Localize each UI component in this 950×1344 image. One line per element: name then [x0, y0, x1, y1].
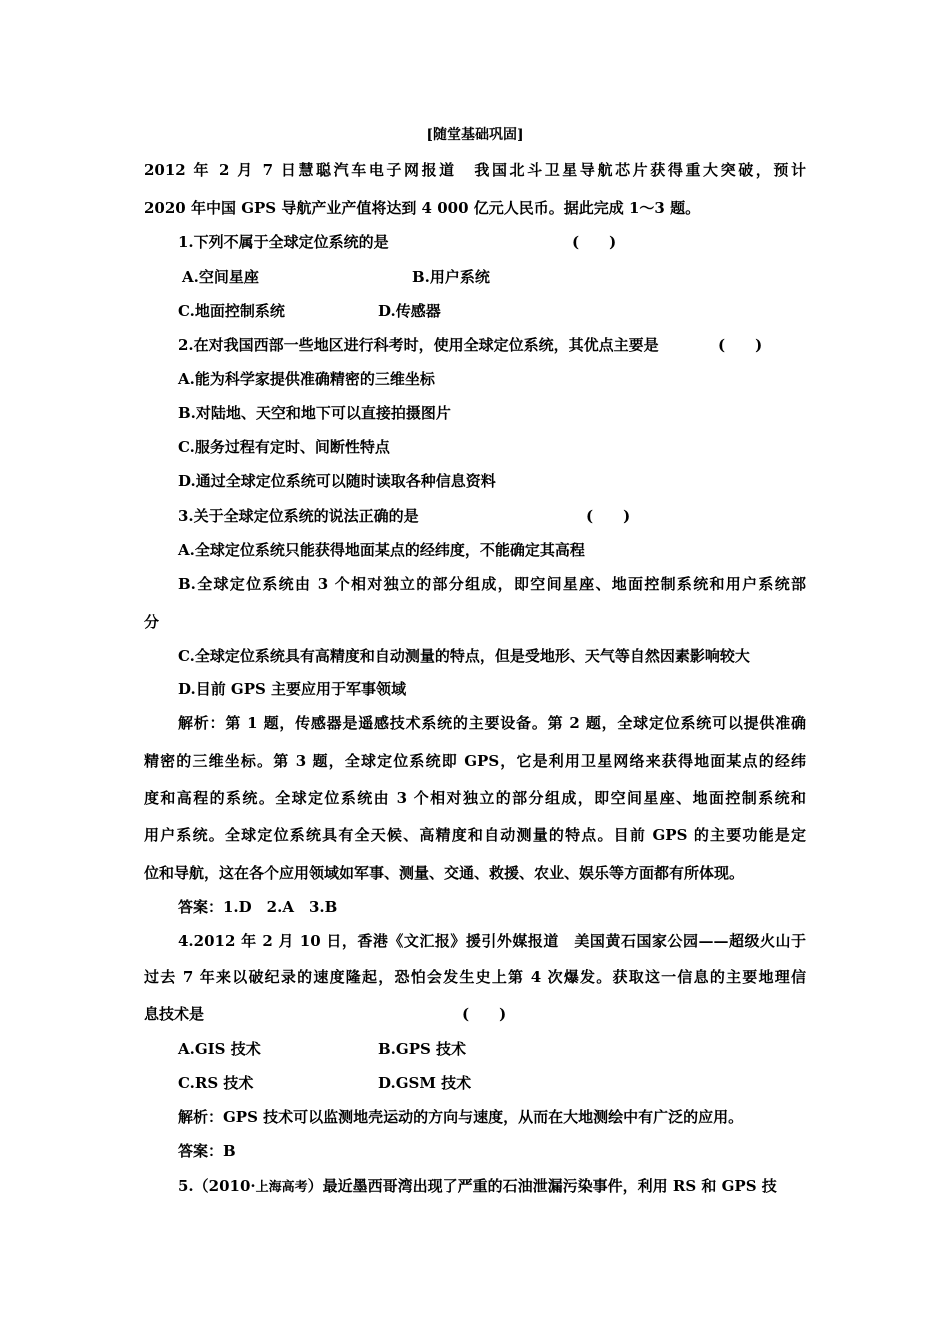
q4-line-1: 4.2012 年 2 月 10 日，香港《文汇报》援引外媒报道 美国黄石国家公园——超级火山于: [178, 932, 806, 950]
q2-answer-bracket: ( ): [718, 336, 763, 354]
q1-option-a: A.空间星座: [182, 268, 259, 286]
q2-option-d: D.通过全球定位系统可以随时读取各种信息资料: [178, 472, 496, 490]
q2-option-a: A.能为科学家提供准确精密的三维坐标: [178, 370, 435, 388]
intro-line-1: 2012 年 2 月 7 日慧聪汽车电子网报道 我国北斗卫星导航芯片获得重大突破，预计: [144, 161, 806, 179]
q2-option-c: C.服务过程有定时、间断性特点: [178, 438, 390, 456]
intro-line-2: 2020 年中国 GPS 导航产业产值将达到 4 000 亿元人民币。据此完成 1～3 题。: [144, 199, 701, 217]
q3-option-c: C.全球定位系统具有高精度和自动测量的特点，但是受地形、天气等自然因素影响较大: [178, 647, 750, 665]
q3-answer-bracket: ( ): [586, 507, 631, 525]
q4-line-2: 过去 7 年来以破纪录的速度隆起，恐怕会发生史上第 4 次爆发。获取这一信息的主要地理信: [144, 968, 806, 986]
analysis-1-line-3: 度和高程的系统。全球定位系统由 3 个相对独立的部分组成，即空间星座、地面控制系统和: [144, 789, 806, 807]
q3-option-a: A.全球定位系统只能获得地面某点的经纬度，不能确定其高程: [178, 541, 585, 559]
q3-option-d: D.目前 GPS 主要应用于军事领域: [178, 680, 407, 698]
q4-option-a: A.GIS 技术: [178, 1040, 261, 1058]
q4-option-c: C.RS 技术: [178, 1074, 254, 1092]
q4-line-3: 息技术是: [144, 1005, 205, 1023]
q2-option-b: B.对陆地、天空和地下可以直接拍摄图片: [178, 404, 451, 422]
q1-answer-bracket: ( ): [572, 233, 617, 251]
section-heading: [随堂基础巩固]: [426, 127, 524, 143]
q5-prefix: 5.（2010·: [178, 1177, 256, 1195]
q5-text: ）最近墨西哥湾出现了严重的石油泄漏污染事件，利用 RS 和 GPS 技: [307, 1177, 777, 1195]
analysis-1-line-2: 精密的三维坐标。第 3 题，全球定位系统即 GPS，它是利用卫星网络来获得地面某点的经纬: [144, 752, 806, 770]
analysis-1-line-1: 解析：第 1 题，传感器是遥感技术系统的主要设备。第 2 题，全球定位系统可以提供准确: [178, 714, 806, 732]
q3-option-b-line-2: 分: [144, 613, 160, 631]
q4-option-d: D.GSM 技术: [378, 1074, 472, 1092]
q4-answer-bracket: ( ): [462, 1005, 507, 1023]
analysis-4: 解析：GPS 技术可以监测地壳运动的方向与速度，从而在大地测绘中有广泛的应用。: [178, 1108, 744, 1126]
q1-option-b: B.用户系统: [412, 268, 490, 286]
q3-stem: 3.关于全球定位系统的说法正确的是: [178, 507, 419, 525]
analysis-1-line-5: 位和导航，这在各个应用领域如军事、测量、交通、救援、农业、娱乐等方面都有所体现。: [144, 864, 745, 882]
q2-stem: 2.在对我国西部一些地区进行科考时，使用全球定位系统，其优点主要是: [178, 336, 659, 354]
q1-option-c: C.地面控制系统: [178, 302, 285, 320]
q4-option-b: B.GPS 技术: [378, 1040, 467, 1058]
answer-4: 答案：B: [178, 1142, 236, 1160]
q1-stem: 1.下列不属于全球定位系统的是: [178, 233, 389, 251]
analysis-1-line-4: 用户系统。全球定位系统具有全天候、高精度和自动测量的特点。目前 GPS 的主要功能是定: [144, 826, 806, 844]
q3-option-b-line-1: B.全球定位系统由 3 个相对独立的部分组成，即空间星座、地面控制系统和用户系统部: [178, 575, 806, 593]
q1-option-d: D.传感器: [378, 302, 441, 320]
q5-line-1: [178, 1175, 777, 1199]
q5-source: 上海高考: [255, 1180, 308, 1195]
answer-1-3: 答案：1.D 2.A 3.B: [178, 898, 338, 916]
